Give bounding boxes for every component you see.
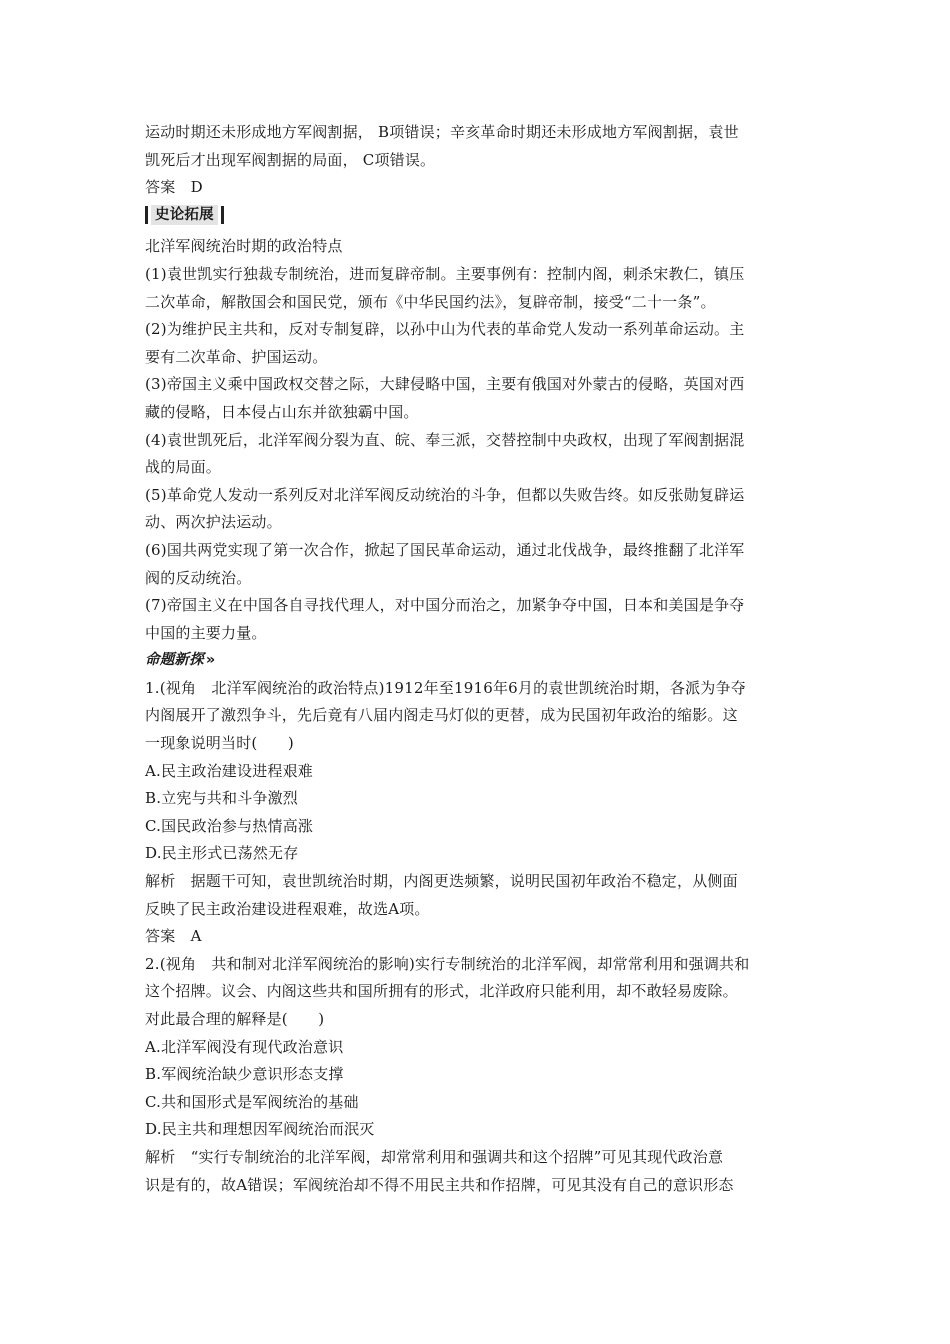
analysis-line: 解析 据题干可知，袁世凯统治时期，内阁更迭频繁，说明民国初年政治不稳定，从侧面 [145,872,738,891]
text-line: (1)袁世凯实行独裁专制统治，进而复辟帝制。主要事例有：控制内阁，刺杀宋教仁，镇压 [145,264,745,283]
expansion-title: 北洋军阀统治时期的政治特点 [145,237,343,256]
text-line: 藏的侵略，日本侵占山东并欲独霸中国。 [145,402,419,421]
heading-bar-right [221,206,224,224]
question-line: 2.(视角 共和制对北洋军阀统治的影响)实行专制统治的北洋军阀，却常常利用和强调共和 [145,954,750,973]
heading-bar-left [145,206,148,224]
section-heading [145,204,224,226]
text-line: 战的局面。 [145,458,222,477]
section-heading-label: 史论拓展 [151,205,218,225]
analysis-line: 解析 “实行专制统治的北洋军阀，却常常利用和强调共和这个招牌”可见其现代政治意 [145,1147,724,1166]
text-line: (2)为维护民主共和，反对专制复辟，以孙中山为代表的革命党人发动一系列革命运动。主 [145,320,745,339]
question-line: 这个招牌。议会、内阁这些共和国所拥有的形式，北洋政府只能利用，却不敢轻易废除。 [145,982,738,1001]
text-line: 凯死后才出现军阀割据的局面， C项错误。 [145,150,436,169]
text-line: (6)国共两党实现了第一次合作，掀起了国民革命运动，通过北伐战争，最终推翻了北洋军 [145,540,745,559]
new-explore-label: 命题新探 [145,652,204,669]
text-line: 运动时期还未形成地方军阀割据， B项错误；辛亥革命时期还未形成地方军阀割据，袁世 [145,123,739,141]
analysis-line: 识是有的，故A错误；军阀统治却不得不用民主共和作招牌，可见其没有自己的意识形态 [145,1175,734,1194]
option-c: C.国民政治参与热情高涨 [145,816,314,835]
question-line: 1.(视角 北洋军阀统治的政治特点)1912年至1916年6月的袁世凯统治时期，各派为争夺 [145,678,746,697]
text-line: 动、两次护法运动。 [145,513,282,532]
document-page [145,119,810,1199]
option-c: C.共和国形式是军阀统治的基础 [145,1092,359,1111]
text-line: (7)帝国主义在中国各自寻找代理人，对中国分而治之，加紧争夺中国，日本和美国是争夺 [145,596,745,615]
option-d: D.民主形式已荡然无存 [145,844,299,863]
answer-line: 答案 A [145,927,202,946]
text-line: 二次革命，解散国会和国民党，颁布《中华民国约法》，复辟帝制，接受“二十一条”。 [145,292,716,311]
option-d: D.民主共和理想因军阀统治而泯灭 [145,1120,375,1139]
question-line: 对此最合理的解释是( ) [145,1010,325,1028]
text-line: 要有二次革命、护国运动。 [145,347,328,366]
new-explore-heading [145,647,810,675]
text-line: 中国的主要力量。 [145,623,267,642]
text-line: (5)革命党人发动一系列反对北洋军阀反动统治的斗争，但都以失败告终。如反张勋复辟运 [145,485,745,504]
text-line: 阀的反动统治。 [145,568,252,587]
option-a: A.北洋军阀没有现代政治意识 [145,1037,344,1056]
analysis-line: 反映了民主政治建设进程艰难，故选A项。 [145,899,430,918]
answer-line: 答案 D [145,178,203,197]
text-line: (3)帝国主义乘中国政权交替之际，大肆侵略中国，主要有俄国对外蒙古的侵略，英国对西 [145,375,745,394]
double-chevron-icon: » [205,652,213,669]
option-a: A.民主政治建设进程艰难 [145,761,314,780]
text-line: (4)袁世凯死后，北洋军阀分裂为直、皖、奉三派，交替控制中央政权，出现了军阀割据混 [145,430,745,449]
option-b: B.立宪与共和斗争激烈 [145,789,298,808]
question-line: 内阁展开了激烈争斗，先后竟有八届内阁走马灯似的更替，成为民国初年政治的缩影。这 [145,706,738,725]
option-b: B.军阀统治缺少意识形态支撑 [145,1065,344,1084]
question-line: 一现象说明当时( ) [145,734,294,753]
